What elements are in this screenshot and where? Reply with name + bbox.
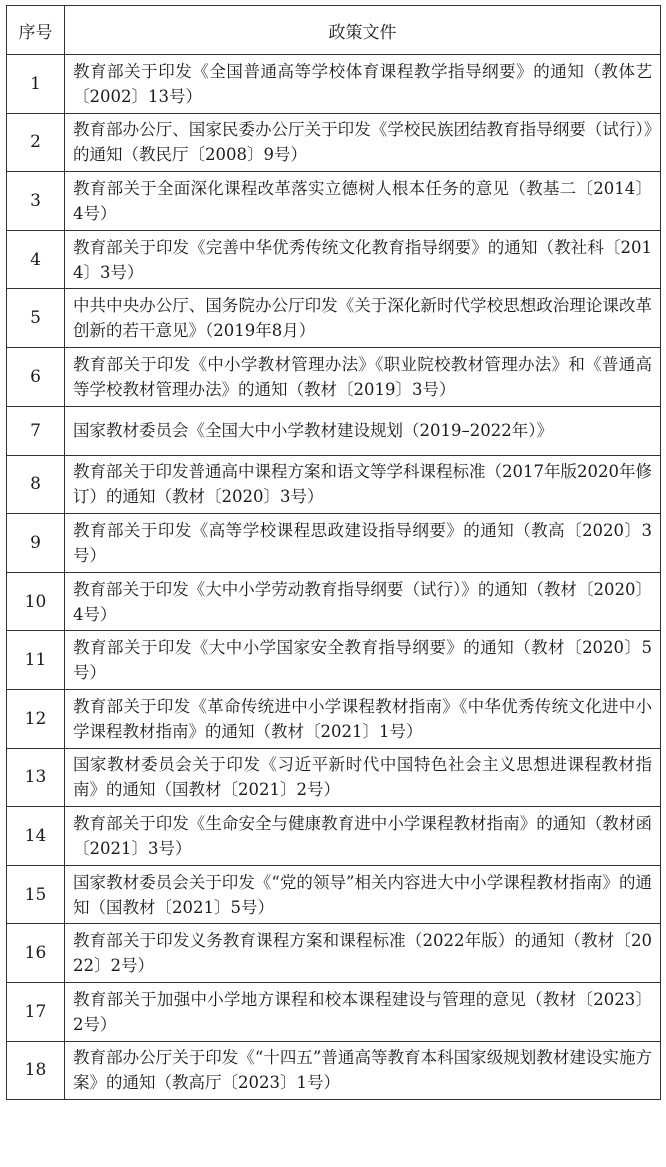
table-row (7, 113, 661, 172)
table-header-row (7, 6, 661, 55)
table-row (7, 230, 661, 289)
table-row (7, 631, 661, 690)
table-row (7, 982, 661, 1041)
row-number: 7 (7, 406, 65, 455)
policy-document-title: 教育部关于印发《大中小学国家安全教育指导纲要》的通知（教材〔2020〕5号） (65, 631, 661, 690)
table-row (7, 455, 661, 514)
policy-document-title: 国家教材委员会关于印发《“党的领导”相关内容进大中小学课程教材指南》的通知（国教材〔2021〕5号） (65, 865, 661, 924)
row-number: 11 (7, 631, 65, 690)
table-row (7, 572, 661, 631)
row-number: 18 (7, 1041, 65, 1100)
row-number: 6 (7, 347, 65, 406)
table-row (7, 514, 661, 573)
row-number: 3 (7, 172, 65, 231)
policy-document-title: 教育部关于印发《中小学教材管理办法》《职业院校教材管理办法》和《普通高等学校教材管理办法》的通知（教材〔2019〕3号） (65, 347, 661, 406)
policy-document-title: 国家教材委员会关于印发《习近平新时代中国特色社会主义思想进课程教材指南》的通知（国教材〔2021〕2号） (65, 748, 661, 807)
table-row (7, 924, 661, 983)
row-number: 2 (7, 113, 65, 172)
policy-document-title: 中共中央办公厅、国务院办公厅印发《关于深化新时代学校思想政治理论课改革创新的若干意见》（2019年8月） (65, 289, 661, 348)
row-number: 10 (7, 572, 65, 631)
row-number: 17 (7, 982, 65, 1041)
policy-document-title: 教育部关于加强中小学地方课程和校本课程建设与管理的意见（教材〔2023〕2号） (65, 982, 661, 1041)
column-header-number: 序号 (7, 6, 65, 55)
policy-document-title: 教育部关于印发《高等学校课程思政建设指导纲要》的通知（教高〔2020〕3号） (65, 514, 661, 573)
policy-document-title: 国家教材委员会《全国大中小学教材建设规划（2019–2022年）》 (65, 406, 661, 455)
row-number: 12 (7, 689, 65, 748)
table-row (7, 172, 661, 231)
column-header-document: 政策文件 (65, 6, 661, 55)
policy-document-title: 教育部关于印发普通高中课程方案和语文等学科课程标准（2017年版2020年修订）的通知（教材〔2020〕3号） (65, 455, 661, 514)
row-number: 4 (7, 230, 65, 289)
table-row (7, 289, 661, 348)
policy-document-title: 教育部关于印发《完善中华优秀传统文化教育指导纲要》的通知（教社科〔2014〕3号） (65, 230, 661, 289)
row-number: 8 (7, 455, 65, 514)
policy-document-title: 教育部关于印发义务教育课程方案和课程标准（2022年版）的通知（教材〔2022〕2号） (65, 924, 661, 983)
policy-document-title: 教育部办公厅关于印发《“十四五”普通高等教育本科国家级规划教材建设实施方案》的通知（教高厅〔2023〕1号） (65, 1041, 661, 1100)
row-number: 5 (7, 289, 65, 348)
table-row (7, 748, 661, 807)
policy-document-title: 教育部关于印发《革命传统进中小学课程教材指南》《中华优秀传统文化进中小学课程教材指南》的通知（教材〔2021〕1号） (65, 689, 661, 748)
table-row (7, 865, 661, 924)
table-row (7, 1041, 661, 1100)
policy-documents-table (6, 5, 661, 1100)
policy-document-title: 教育部办公厅、国家民委办公厅关于印发《学校民族团结教育指导纲要（试行）》的通知（教民厅〔2008〕9号） (65, 113, 661, 172)
table-row (7, 807, 661, 866)
policy-document-title: 教育部关于全面深化课程改革落实立德树人根本任务的意见（教基二〔2014〕4号） (65, 172, 661, 231)
table-row (7, 347, 661, 406)
table-row (7, 689, 661, 748)
policy-document-title: 教育部关于印发《全国普通高等学校体育课程教学指导纲要》的通知（教体艺〔2002〕13号） (65, 55, 661, 114)
row-number: 13 (7, 748, 65, 807)
policy-document-title: 教育部关于印发《生命安全与健康教育进中小学课程教材指南》的通知（教材函〔2021〕3号） (65, 807, 661, 866)
row-number: 15 (7, 865, 65, 924)
row-number: 16 (7, 924, 65, 983)
table-row (7, 55, 661, 114)
row-number: 1 (7, 55, 65, 114)
row-number: 9 (7, 514, 65, 573)
policy-document-title: 教育部关于印发《大中小学劳动教育指导纲要（试行）》的通知（教材〔2020〕4号） (65, 572, 661, 631)
row-number: 14 (7, 807, 65, 866)
table-row (7, 406, 661, 455)
